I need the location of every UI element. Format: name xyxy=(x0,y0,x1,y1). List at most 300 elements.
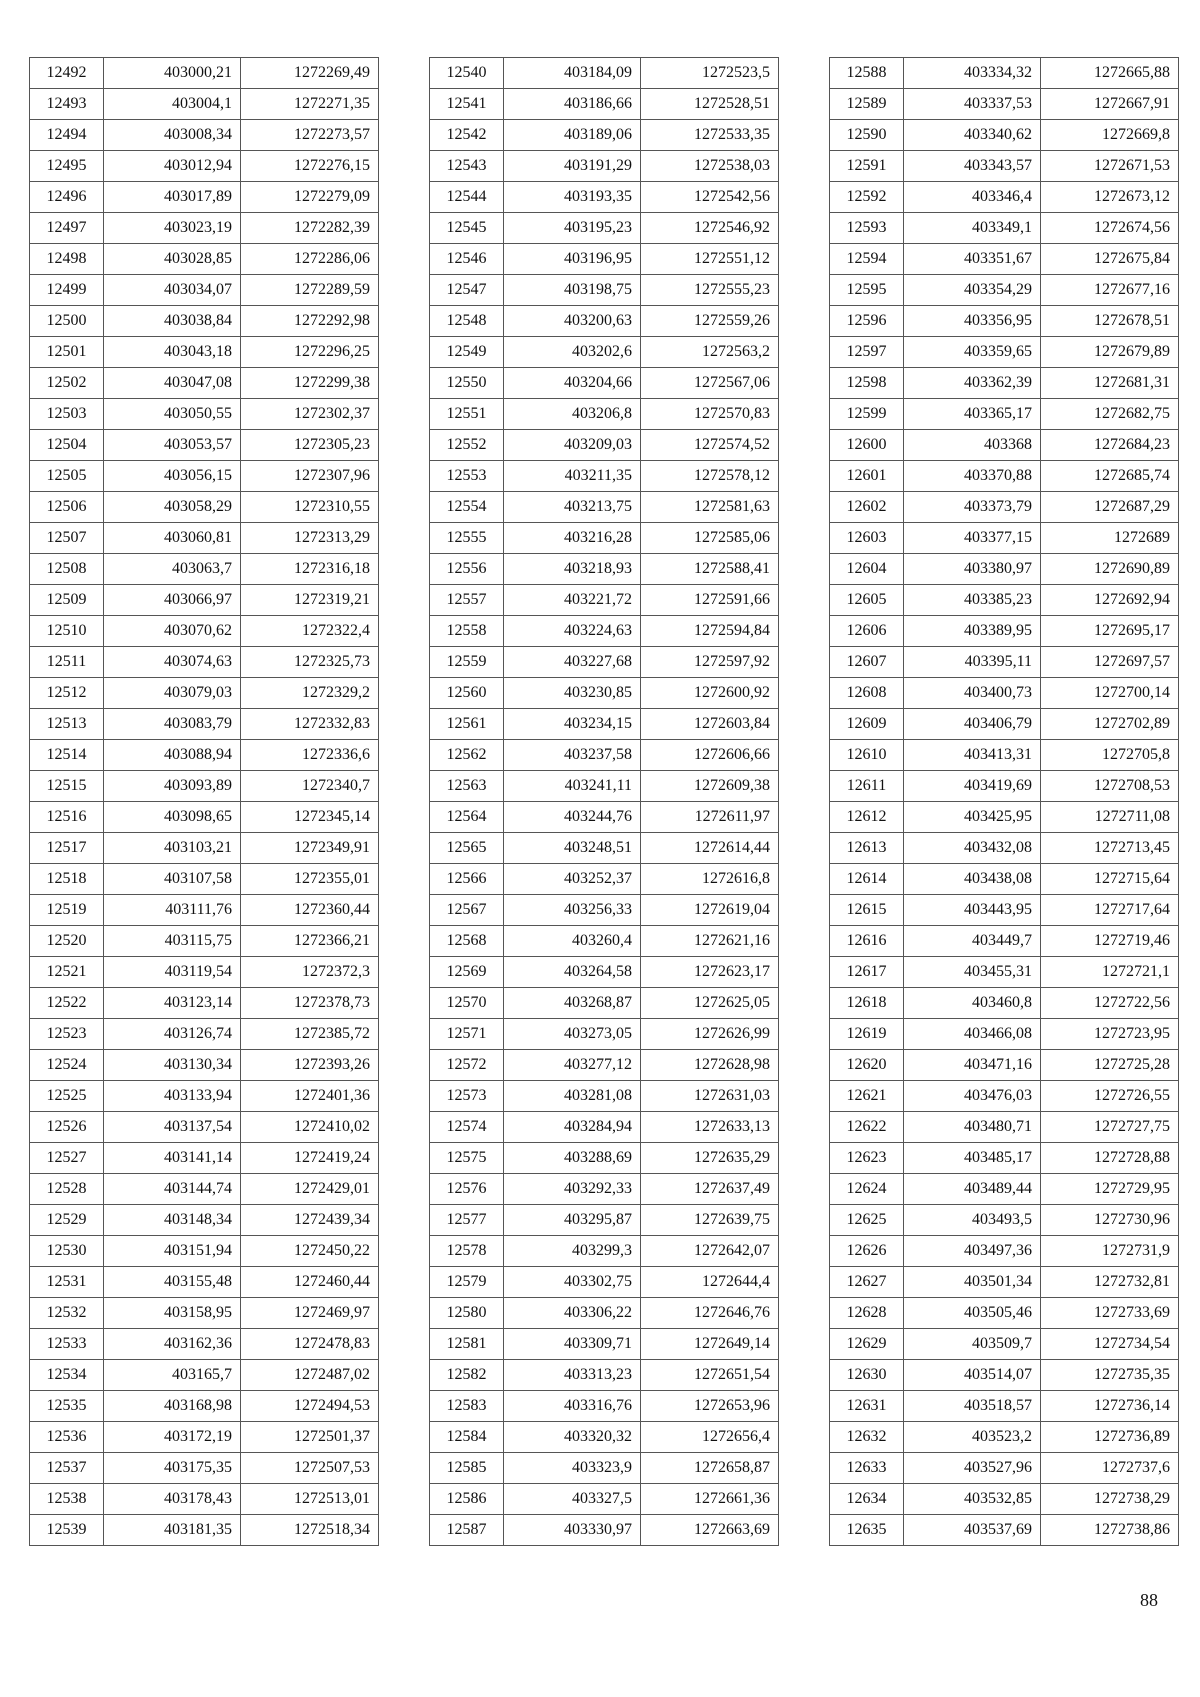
table-row xyxy=(830,1298,1179,1329)
y-coordinate-cell: 1272697,57 xyxy=(1041,647,1179,678)
table-row xyxy=(830,554,1179,585)
y-coordinate-cell: 1272299,38 xyxy=(241,368,379,399)
table-row xyxy=(30,213,379,244)
point-id-cell: 12496 xyxy=(30,182,104,213)
y-coordinate-cell: 1272401,36 xyxy=(241,1081,379,1112)
table-row xyxy=(830,1422,1179,1453)
y-coordinate-cell: 1272542,56 xyxy=(641,182,779,213)
x-coordinate-cell: 403268,87 xyxy=(504,988,641,1019)
point-id-cell: 12610 xyxy=(830,740,904,771)
point-id-cell: 12584 xyxy=(430,1422,504,1453)
x-coordinate-cell: 403389,95 xyxy=(904,616,1041,647)
table-row xyxy=(430,616,779,647)
table-row xyxy=(830,151,1179,182)
y-coordinate-cell: 1272366,21 xyxy=(241,926,379,957)
point-id-cell: 12527 xyxy=(30,1143,104,1174)
point-id-cell: 12628 xyxy=(830,1298,904,1329)
table-row xyxy=(430,1205,779,1236)
table-row xyxy=(430,864,779,895)
point-id-cell: 12537 xyxy=(30,1453,104,1484)
x-coordinate-cell: 403343,57 xyxy=(904,151,1041,182)
x-coordinate-cell: 403148,34 xyxy=(104,1205,241,1236)
x-coordinate-cell: 403038,84 xyxy=(104,306,241,337)
point-id-cell: 12558 xyxy=(430,616,504,647)
point-id-cell: 12539 xyxy=(30,1515,104,1546)
point-id-cell: 12553 xyxy=(430,461,504,492)
y-coordinate-cell: 1272611,97 xyxy=(641,802,779,833)
x-coordinate-cell: 403074,63 xyxy=(104,647,241,678)
table-row xyxy=(430,368,779,399)
x-coordinate-cell: 403004,1 xyxy=(104,89,241,120)
point-id-cell: 12623 xyxy=(830,1143,904,1174)
x-coordinate-cell: 403218,93 xyxy=(504,554,641,585)
table-row xyxy=(830,833,1179,864)
point-id-cell: 12585 xyxy=(430,1453,504,1484)
x-coordinate-cell: 403313,23 xyxy=(504,1360,641,1391)
y-coordinate-cell: 1272667,91 xyxy=(1041,89,1179,120)
y-coordinate-cell: 1272656,4 xyxy=(641,1422,779,1453)
table-row xyxy=(830,461,1179,492)
x-coordinate-cell: 403107,58 xyxy=(104,864,241,895)
x-coordinate-cell: 403227,68 xyxy=(504,647,641,678)
x-coordinate-cell: 403151,94 xyxy=(104,1236,241,1267)
point-id-cell: 12552 xyxy=(430,430,504,461)
point-id-cell: 12524 xyxy=(30,1050,104,1081)
table-row xyxy=(430,1329,779,1360)
x-coordinate-cell: 403523,2 xyxy=(904,1422,1041,1453)
table-row xyxy=(830,1329,1179,1360)
point-id-cell: 12536 xyxy=(30,1422,104,1453)
x-coordinate-cell: 403425,95 xyxy=(904,802,1041,833)
point-id-cell: 12630 xyxy=(830,1360,904,1391)
y-coordinate-cell: 1272340,7 xyxy=(241,771,379,802)
point-id-cell: 12525 xyxy=(30,1081,104,1112)
table-row xyxy=(430,1422,779,1453)
x-coordinate-cell: 403070,62 xyxy=(104,616,241,647)
y-coordinate-cell: 1272419,24 xyxy=(241,1143,379,1174)
x-coordinate-cell: 403532,85 xyxy=(904,1484,1041,1515)
table-row xyxy=(430,1019,779,1050)
x-coordinate-cell: 403211,35 xyxy=(504,461,641,492)
table-row xyxy=(30,864,379,895)
table-row xyxy=(30,523,379,554)
x-coordinate-cell: 403196,95 xyxy=(504,244,641,275)
x-coordinate-cell: 403012,94 xyxy=(104,151,241,182)
y-coordinate-cell: 1272665,88 xyxy=(1041,58,1179,89)
point-id-cell: 12510 xyxy=(30,616,104,647)
x-coordinate-cell: 403162,36 xyxy=(104,1329,241,1360)
x-coordinate-cell: 403295,87 xyxy=(504,1205,641,1236)
point-id-cell: 12532 xyxy=(30,1298,104,1329)
x-coordinate-cell: 403316,76 xyxy=(504,1391,641,1422)
table-row xyxy=(830,1019,1179,1050)
x-coordinate-cell: 403406,79 xyxy=(904,709,1041,740)
x-coordinate-cell: 403306,22 xyxy=(504,1298,641,1329)
point-id-cell: 12516 xyxy=(30,802,104,833)
y-coordinate-cell: 1272702,89 xyxy=(1041,709,1179,740)
x-coordinate-cell: 403137,54 xyxy=(104,1112,241,1143)
x-coordinate-cell: 403224,63 xyxy=(504,616,641,647)
y-coordinate-cell: 1272349,91 xyxy=(241,833,379,864)
y-coordinate-cell: 1272674,56 xyxy=(1041,213,1179,244)
table-row xyxy=(430,399,779,430)
point-id-cell: 12549 xyxy=(430,337,504,368)
table-row xyxy=(830,709,1179,740)
point-id-cell: 12535 xyxy=(30,1391,104,1422)
coordinate-table-1 xyxy=(29,57,379,1546)
x-coordinate-cell: 403130,34 xyxy=(104,1050,241,1081)
x-coordinate-cell: 403133,94 xyxy=(104,1081,241,1112)
y-coordinate-cell: 1272689 xyxy=(1041,523,1179,554)
x-coordinate-cell: 403119,54 xyxy=(104,957,241,988)
y-coordinate-cell: 1272729,95 xyxy=(1041,1174,1179,1205)
table-row xyxy=(430,647,779,678)
x-coordinate-cell: 403008,34 xyxy=(104,120,241,151)
x-coordinate-cell: 403234,15 xyxy=(504,709,641,740)
table-row xyxy=(430,306,779,337)
point-id-cell: 12560 xyxy=(430,678,504,709)
y-coordinate-cell: 1272336,6 xyxy=(241,740,379,771)
point-id-cell: 12616 xyxy=(830,926,904,957)
y-coordinate-cell: 1272271,35 xyxy=(241,89,379,120)
table-row xyxy=(30,988,379,1019)
point-id-cell: 12506 xyxy=(30,492,104,523)
y-coordinate-cell: 1272633,13 xyxy=(641,1112,779,1143)
point-id-cell: 12555 xyxy=(430,523,504,554)
table-row xyxy=(430,89,779,120)
table-row xyxy=(30,771,379,802)
table-row xyxy=(830,1143,1179,1174)
point-id-cell: 12600 xyxy=(830,430,904,461)
table-row xyxy=(30,461,379,492)
y-coordinate-cell: 1272728,88 xyxy=(1041,1143,1179,1174)
table-row xyxy=(430,1236,779,1267)
point-id-cell: 12626 xyxy=(830,1236,904,1267)
x-coordinate-cell: 403380,97 xyxy=(904,554,1041,585)
y-coordinate-cell: 1272637,49 xyxy=(641,1174,779,1205)
point-id-cell: 12494 xyxy=(30,120,104,151)
table-row xyxy=(830,988,1179,1019)
y-coordinate-cell: 1272642,07 xyxy=(641,1236,779,1267)
point-id-cell: 12596 xyxy=(830,306,904,337)
y-coordinate-cell: 1272679,89 xyxy=(1041,337,1179,368)
point-id-cell: 12554 xyxy=(430,492,504,523)
point-id-cell: 12633 xyxy=(830,1453,904,1484)
table-row xyxy=(830,1112,1179,1143)
point-id-cell: 12574 xyxy=(430,1112,504,1143)
x-coordinate-cell: 403277,12 xyxy=(504,1050,641,1081)
x-coordinate-cell: 403083,79 xyxy=(104,709,241,740)
point-id-cell: 12571 xyxy=(430,1019,504,1050)
x-coordinate-cell: 403216,28 xyxy=(504,523,641,554)
x-coordinate-cell: 403471,16 xyxy=(904,1050,1041,1081)
y-coordinate-cell: 1272372,3 xyxy=(241,957,379,988)
table-row xyxy=(830,616,1179,647)
y-coordinate-cell: 1272551,12 xyxy=(641,244,779,275)
point-id-cell: 12627 xyxy=(830,1267,904,1298)
x-coordinate-cell: 403501,34 xyxy=(904,1267,1041,1298)
x-coordinate-cell: 403373,79 xyxy=(904,492,1041,523)
x-coordinate-cell: 403260,4 xyxy=(504,926,641,957)
x-coordinate-cell: 403181,35 xyxy=(104,1515,241,1546)
point-id-cell: 12518 xyxy=(30,864,104,895)
point-id-cell: 12519 xyxy=(30,895,104,926)
point-id-cell: 12632 xyxy=(830,1422,904,1453)
point-id-cell: 12609 xyxy=(830,709,904,740)
point-id-cell: 12540 xyxy=(430,58,504,89)
y-coordinate-cell: 1272594,84 xyxy=(641,616,779,647)
table-row xyxy=(30,1329,379,1360)
point-id-cell: 12589 xyxy=(830,89,904,120)
x-coordinate-cell: 403455,31 xyxy=(904,957,1041,988)
point-id-cell: 12604 xyxy=(830,554,904,585)
y-coordinate-cell: 1272695,17 xyxy=(1041,616,1179,647)
point-id-cell: 12500 xyxy=(30,306,104,337)
table-row xyxy=(830,213,1179,244)
y-coordinate-cell: 1272567,06 xyxy=(641,368,779,399)
y-coordinate-cell: 1272559,26 xyxy=(641,306,779,337)
point-id-cell: 12606 xyxy=(830,616,904,647)
x-coordinate-cell: 403340,62 xyxy=(904,120,1041,151)
point-id-cell: 12576 xyxy=(430,1174,504,1205)
table-row xyxy=(830,1174,1179,1205)
table-row xyxy=(30,306,379,337)
point-id-cell: 12515 xyxy=(30,771,104,802)
x-coordinate-cell: 403103,21 xyxy=(104,833,241,864)
table-row xyxy=(30,1298,379,1329)
y-coordinate-cell: 1272735,35 xyxy=(1041,1360,1179,1391)
x-coordinate-cell: 403489,44 xyxy=(904,1174,1041,1205)
table-row xyxy=(30,926,379,957)
y-coordinate-cell: 1272322,4 xyxy=(241,616,379,647)
y-coordinate-cell: 1272439,34 xyxy=(241,1205,379,1236)
x-coordinate-cell: 403193,35 xyxy=(504,182,641,213)
x-coordinate-cell: 403351,67 xyxy=(904,244,1041,275)
table-row xyxy=(430,926,779,957)
x-coordinate-cell: 403256,33 xyxy=(504,895,641,926)
y-coordinate-cell: 1272614,44 xyxy=(641,833,779,864)
y-coordinate-cell: 1272578,12 xyxy=(641,461,779,492)
y-coordinate-cell: 1272669,8 xyxy=(1041,120,1179,151)
table-row xyxy=(830,337,1179,368)
point-id-cell: 12582 xyxy=(430,1360,504,1391)
y-coordinate-cell: 1272286,06 xyxy=(241,244,379,275)
table-row xyxy=(30,244,379,275)
y-coordinate-cell: 1272570,83 xyxy=(641,399,779,430)
x-coordinate-cell: 403221,72 xyxy=(504,585,641,616)
table-row xyxy=(830,1515,1179,1546)
x-coordinate-cell: 403385,23 xyxy=(904,585,1041,616)
point-id-cell: 12624 xyxy=(830,1174,904,1205)
y-coordinate-cell: 1272546,92 xyxy=(641,213,779,244)
x-coordinate-cell: 403111,76 xyxy=(104,895,241,926)
point-id-cell: 12505 xyxy=(30,461,104,492)
x-coordinate-cell: 403349,1 xyxy=(904,213,1041,244)
x-coordinate-cell: 403093,89 xyxy=(104,771,241,802)
x-coordinate-cell: 403537,69 xyxy=(904,1515,1041,1546)
point-id-cell: 12575 xyxy=(430,1143,504,1174)
x-coordinate-cell: 403395,11 xyxy=(904,647,1041,678)
x-coordinate-cell: 403518,57 xyxy=(904,1391,1041,1422)
x-coordinate-cell: 403028,85 xyxy=(104,244,241,275)
point-id-cell: 12561 xyxy=(430,709,504,740)
point-id-cell: 12578 xyxy=(430,1236,504,1267)
y-coordinate-cell: 1272378,73 xyxy=(241,988,379,1019)
x-coordinate-cell: 403400,73 xyxy=(904,678,1041,709)
point-id-cell: 12622 xyxy=(830,1112,904,1143)
y-coordinate-cell: 1272736,14 xyxy=(1041,1391,1179,1422)
y-coordinate-cell: 1272507,53 xyxy=(241,1453,379,1484)
y-coordinate-cell: 1272692,94 xyxy=(1041,585,1179,616)
point-id-cell: 12550 xyxy=(430,368,504,399)
x-coordinate-cell: 403198,75 xyxy=(504,275,641,306)
table-row xyxy=(830,740,1179,771)
point-id-cell: 12599 xyxy=(830,399,904,430)
table-row xyxy=(830,306,1179,337)
point-id-cell: 12564 xyxy=(430,802,504,833)
point-id-cell: 12497 xyxy=(30,213,104,244)
table-row xyxy=(30,182,379,213)
point-id-cell: 12509 xyxy=(30,585,104,616)
point-id-cell: 12615 xyxy=(830,895,904,926)
table-row xyxy=(30,1050,379,1081)
point-id-cell: 12565 xyxy=(430,833,504,864)
point-id-cell: 12570 xyxy=(430,988,504,1019)
y-coordinate-cell: 1272501,37 xyxy=(241,1422,379,1453)
point-id-cell: 12621 xyxy=(830,1081,904,1112)
point-id-cell: 12544 xyxy=(430,182,504,213)
y-coordinate-cell: 1272635,29 xyxy=(641,1143,779,1174)
x-coordinate-cell: 403309,71 xyxy=(504,1329,641,1360)
point-id-cell: 12517 xyxy=(30,833,104,864)
y-coordinate-cell: 1272276,15 xyxy=(241,151,379,182)
x-coordinate-cell: 403047,08 xyxy=(104,368,241,399)
table-row xyxy=(430,802,779,833)
point-id-cell: 12590 xyxy=(830,120,904,151)
point-id-cell: 12492 xyxy=(30,58,104,89)
x-coordinate-cell: 403460,8 xyxy=(904,988,1041,1019)
y-coordinate-cell: 1272307,96 xyxy=(241,461,379,492)
y-coordinate-cell: 1272723,95 xyxy=(1041,1019,1179,1050)
y-coordinate-cell: 1272727,75 xyxy=(1041,1112,1179,1143)
y-coordinate-cell: 1272538,03 xyxy=(641,151,779,182)
y-coordinate-cell: 1272681,31 xyxy=(1041,368,1179,399)
point-id-cell: 12528 xyxy=(30,1174,104,1205)
table-row xyxy=(830,275,1179,306)
table-row xyxy=(830,1050,1179,1081)
x-coordinate-cell: 403244,76 xyxy=(504,802,641,833)
y-coordinate-cell: 1272305,23 xyxy=(241,430,379,461)
point-id-cell: 12530 xyxy=(30,1236,104,1267)
point-id-cell: 12605 xyxy=(830,585,904,616)
x-coordinate-cell: 403413,31 xyxy=(904,740,1041,771)
table-row xyxy=(830,926,1179,957)
x-coordinate-cell: 403493,5 xyxy=(904,1205,1041,1236)
point-id-cell: 12522 xyxy=(30,988,104,1019)
x-coordinate-cell: 403252,37 xyxy=(504,864,641,895)
x-coordinate-cell: 403023,19 xyxy=(104,213,241,244)
table-row xyxy=(830,771,1179,802)
x-coordinate-cell: 403034,07 xyxy=(104,275,241,306)
table-row xyxy=(430,1267,779,1298)
table-row xyxy=(830,1081,1179,1112)
y-coordinate-cell: 1272684,23 xyxy=(1041,430,1179,461)
y-coordinate-cell: 1272329,2 xyxy=(241,678,379,709)
table-row xyxy=(830,1267,1179,1298)
point-id-cell: 12508 xyxy=(30,554,104,585)
point-id-cell: 12493 xyxy=(30,89,104,120)
point-id-cell: 12566 xyxy=(430,864,504,895)
table-row xyxy=(830,1453,1179,1484)
x-coordinate-cell: 403000,21 xyxy=(104,58,241,89)
y-coordinate-cell: 1272591,66 xyxy=(641,585,779,616)
table-row xyxy=(430,58,779,89)
point-id-cell: 12534 xyxy=(30,1360,104,1391)
x-coordinate-cell: 403365,17 xyxy=(904,399,1041,430)
table-row xyxy=(430,492,779,523)
point-id-cell: 12607 xyxy=(830,647,904,678)
y-coordinate-cell: 1272732,81 xyxy=(1041,1267,1179,1298)
y-coordinate-cell: 1272597,92 xyxy=(641,647,779,678)
table-row xyxy=(430,430,779,461)
point-id-cell: 12499 xyxy=(30,275,104,306)
x-coordinate-cell: 403273,05 xyxy=(504,1019,641,1050)
point-id-cell: 12595 xyxy=(830,275,904,306)
table-row xyxy=(30,554,379,585)
table-row xyxy=(30,1422,379,1453)
y-coordinate-cell: 1272555,23 xyxy=(641,275,779,306)
table-row xyxy=(830,58,1179,89)
x-coordinate-cell: 403509,7 xyxy=(904,1329,1041,1360)
y-coordinate-cell: 1272429,01 xyxy=(241,1174,379,1205)
table-row xyxy=(430,554,779,585)
y-coordinate-cell: 1272313,29 xyxy=(241,523,379,554)
table-row xyxy=(30,399,379,430)
x-coordinate-cell: 403206,8 xyxy=(504,399,641,430)
table-row xyxy=(30,895,379,926)
point-id-cell: 12521 xyxy=(30,957,104,988)
point-id-cell: 12501 xyxy=(30,337,104,368)
point-id-cell: 12498 xyxy=(30,244,104,275)
table-row xyxy=(430,337,779,368)
table-row xyxy=(430,1360,779,1391)
point-id-cell: 12573 xyxy=(430,1081,504,1112)
y-coordinate-cell: 1272289,59 xyxy=(241,275,379,306)
x-coordinate-cell: 403184,09 xyxy=(504,58,641,89)
table-row xyxy=(30,430,379,461)
y-coordinate-cell: 1272469,97 xyxy=(241,1298,379,1329)
point-id-cell: 12592 xyxy=(830,182,904,213)
table-row xyxy=(430,585,779,616)
y-coordinate-cell: 1272719,46 xyxy=(1041,926,1179,957)
table-row xyxy=(30,1174,379,1205)
table-row xyxy=(30,740,379,771)
table-row xyxy=(830,399,1179,430)
table-row xyxy=(430,1515,779,1546)
y-coordinate-cell: 1272682,75 xyxy=(1041,399,1179,430)
y-coordinate-cell: 1272644,4 xyxy=(641,1267,779,1298)
y-coordinate-cell: 1272302,37 xyxy=(241,399,379,430)
table-row xyxy=(30,58,379,89)
table-row xyxy=(30,1391,379,1422)
y-coordinate-cell: 1272269,49 xyxy=(241,58,379,89)
table-row xyxy=(830,1236,1179,1267)
point-id-cell: 12563 xyxy=(430,771,504,802)
y-coordinate-cell: 1272678,51 xyxy=(1041,306,1179,337)
x-coordinate-cell: 403264,58 xyxy=(504,957,641,988)
y-coordinate-cell: 1272734,54 xyxy=(1041,1329,1179,1360)
table-row xyxy=(430,1298,779,1329)
